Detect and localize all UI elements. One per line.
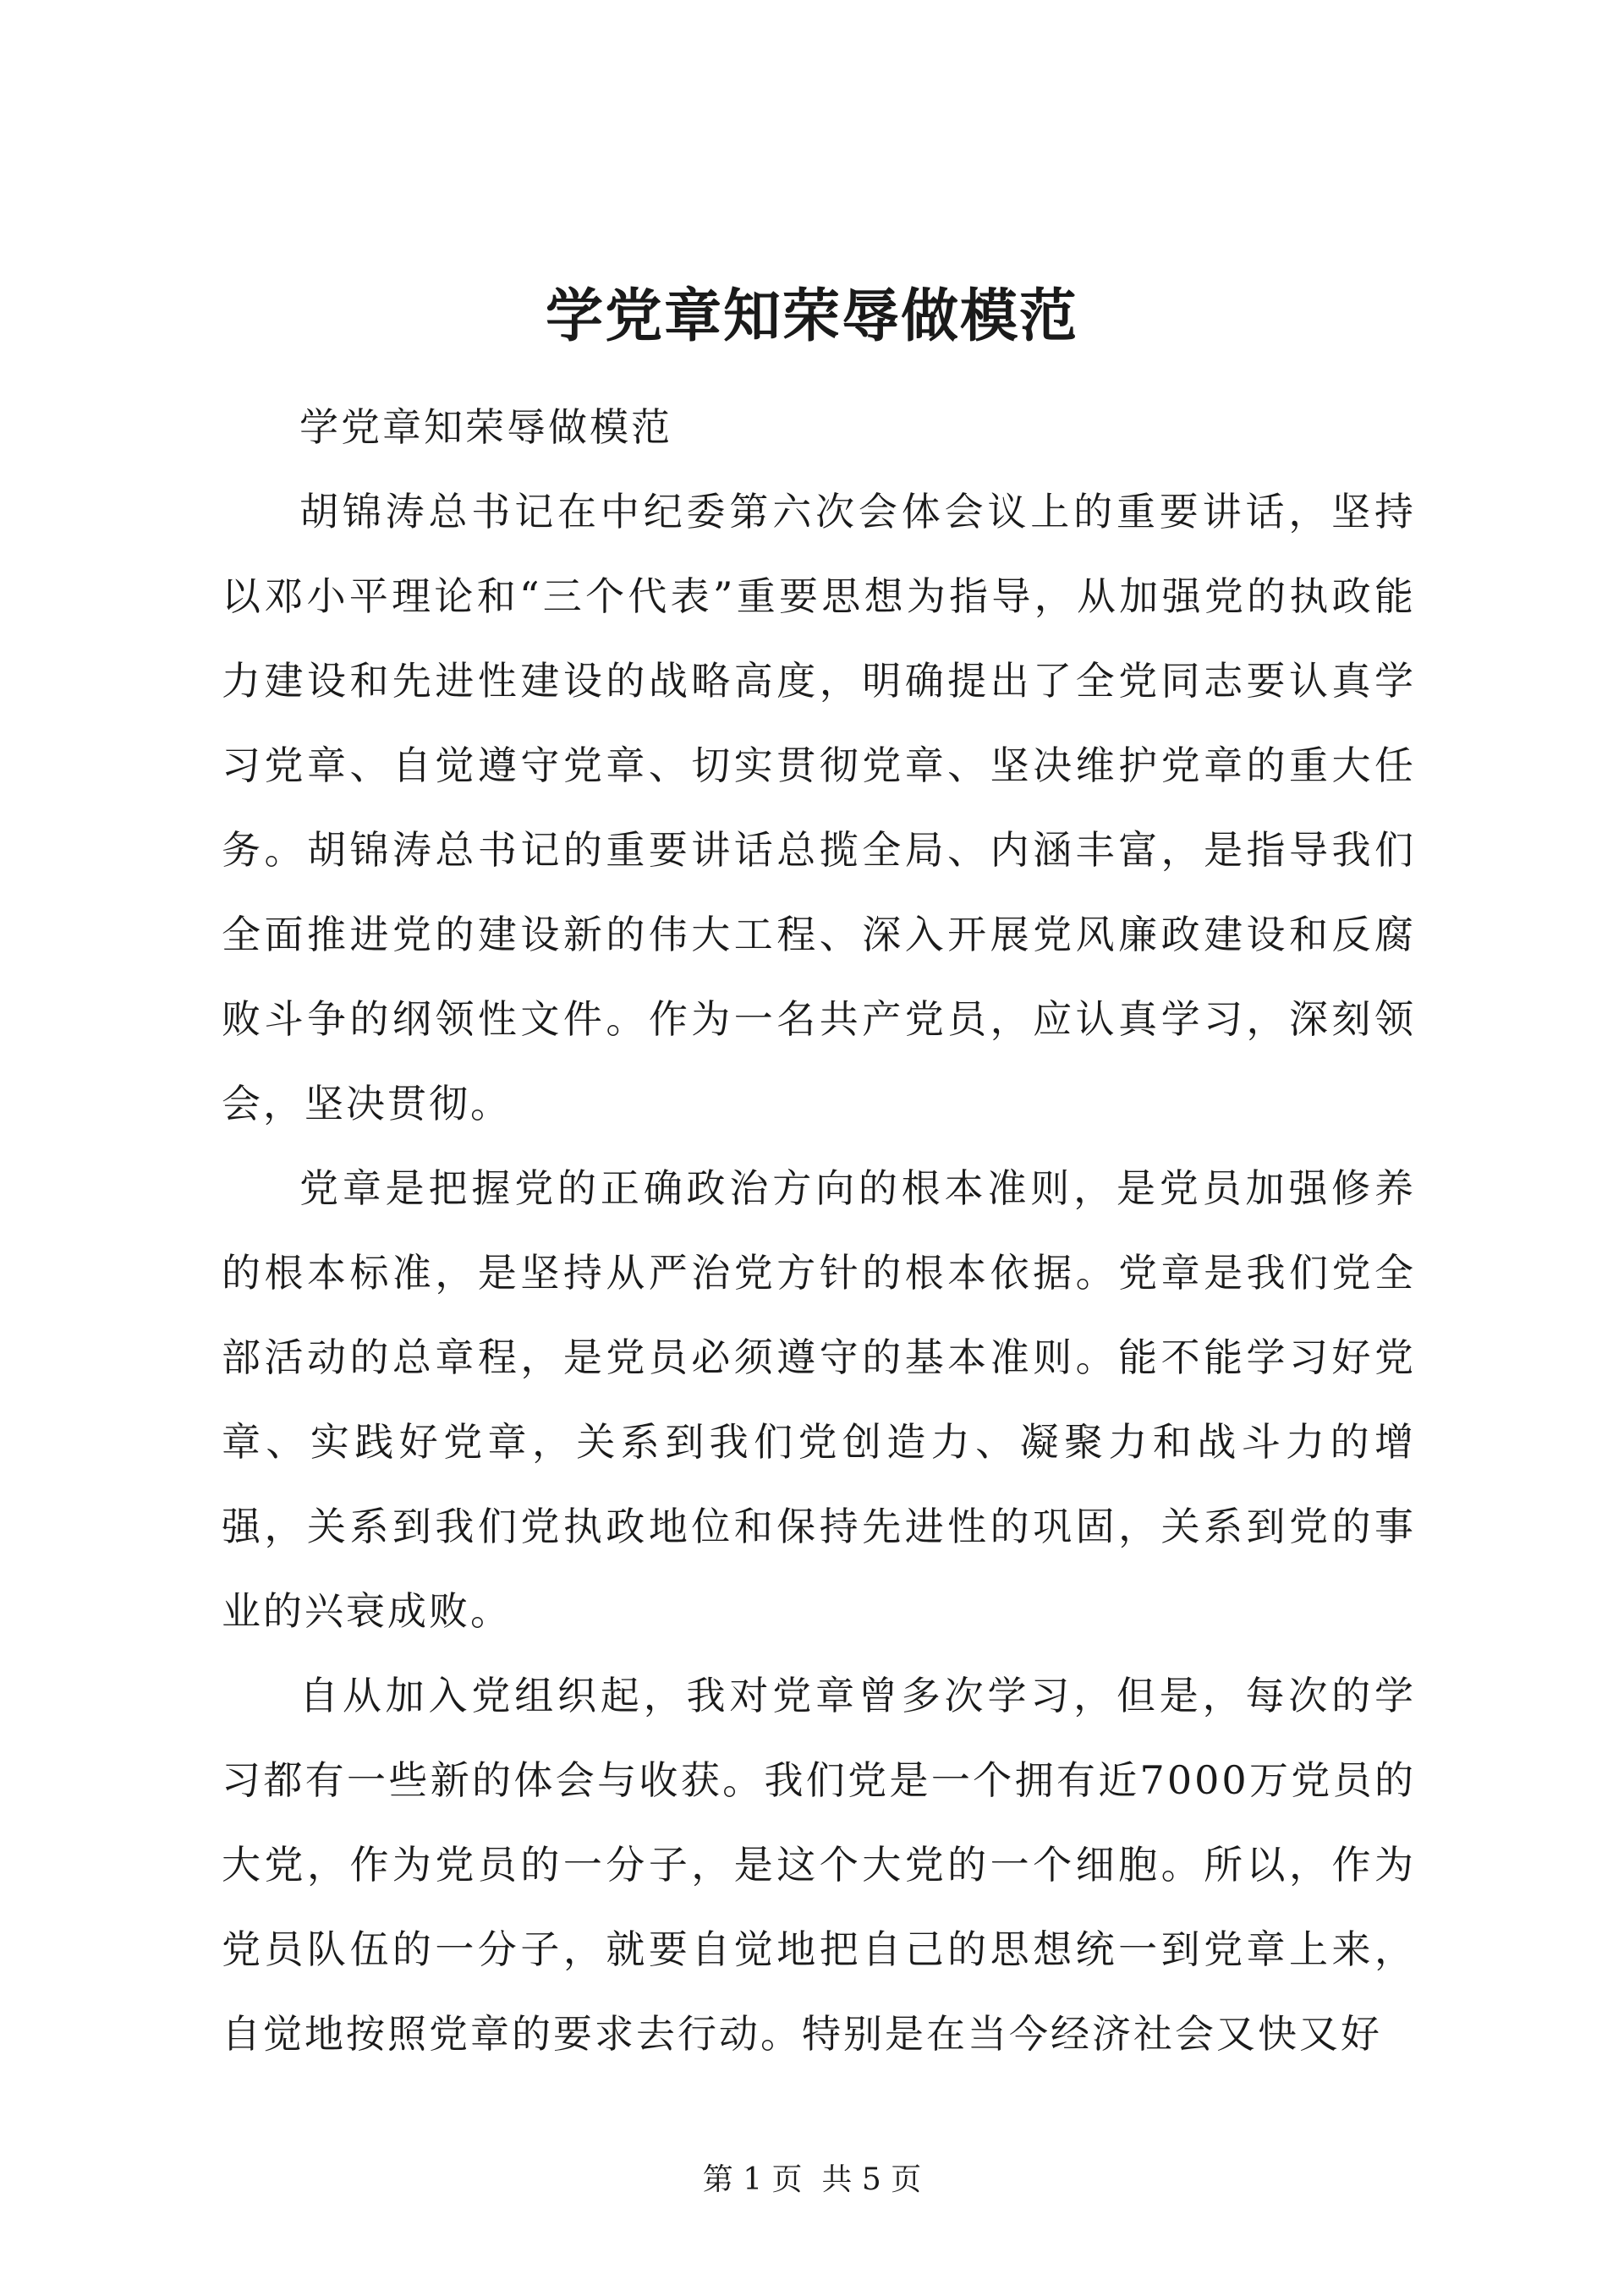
paragraph-2: 党章是把握党的正确政治方向的根本准则，是党员加强修养的根本标准，是坚持从严治党方针的根本依据。党章是我们党全部活动的总章程，是党员必须遵守的基本准则。能不能学习好党章、实践好党章，关系到我们党创造力、凝聚力和战斗力的增强，关系到我们党执政地位和保持先进性的巩固，关系到党的事业的兴衰成败。 bbox=[222, 1165, 1416, 1634]
paragraph-subtitle: 学党章知荣辱做模范 bbox=[299, 404, 672, 450]
document-title: 学党章知荣辱做模范 bbox=[545, 282, 1078, 350]
page-number-footer: 第 1 页 共 5 页 bbox=[702, 2162, 922, 2197]
document-body bbox=[222, 385, 1416, 2076]
paragraph-3: 自从加入党组织起，我对党章曾多次学习，但是，每次的学习都有一些新的体会与收获。我们党是一个拥有近7000万党员的大党，作为党员的一分子，是这个大党的一个细胞。所以，作为党员队伍的一分子，就要自觉地把自己的思想统一到党章上来，自觉地按照党章的要求去行动。特别是在当今经济社会又快又好 bbox=[222, 1673, 1416, 2057]
paragraph-1: 胡锦涛总书记在中纪委第六次会体会议上的重要讲话，坚持以邓小平理论和“三个代表”重要思想为指导，从加强党的执政能力建设和先进性建设的战略高度，明确提出了全党同志要认真学习党章、自觉遵守党章、切实贯彻党章、坚决维护党章的重大任务。胡锦涛总书记的重要讲话总揽全局、内涵丰富，是指导我们全面推进党的建设新的伟大工程、深入开展党风廉政建设和反腐败斗争的纲领性文件。作为一名共产党员，应认真学习，深刻领会，坚决贯彻。 bbox=[222, 489, 1416, 1126]
